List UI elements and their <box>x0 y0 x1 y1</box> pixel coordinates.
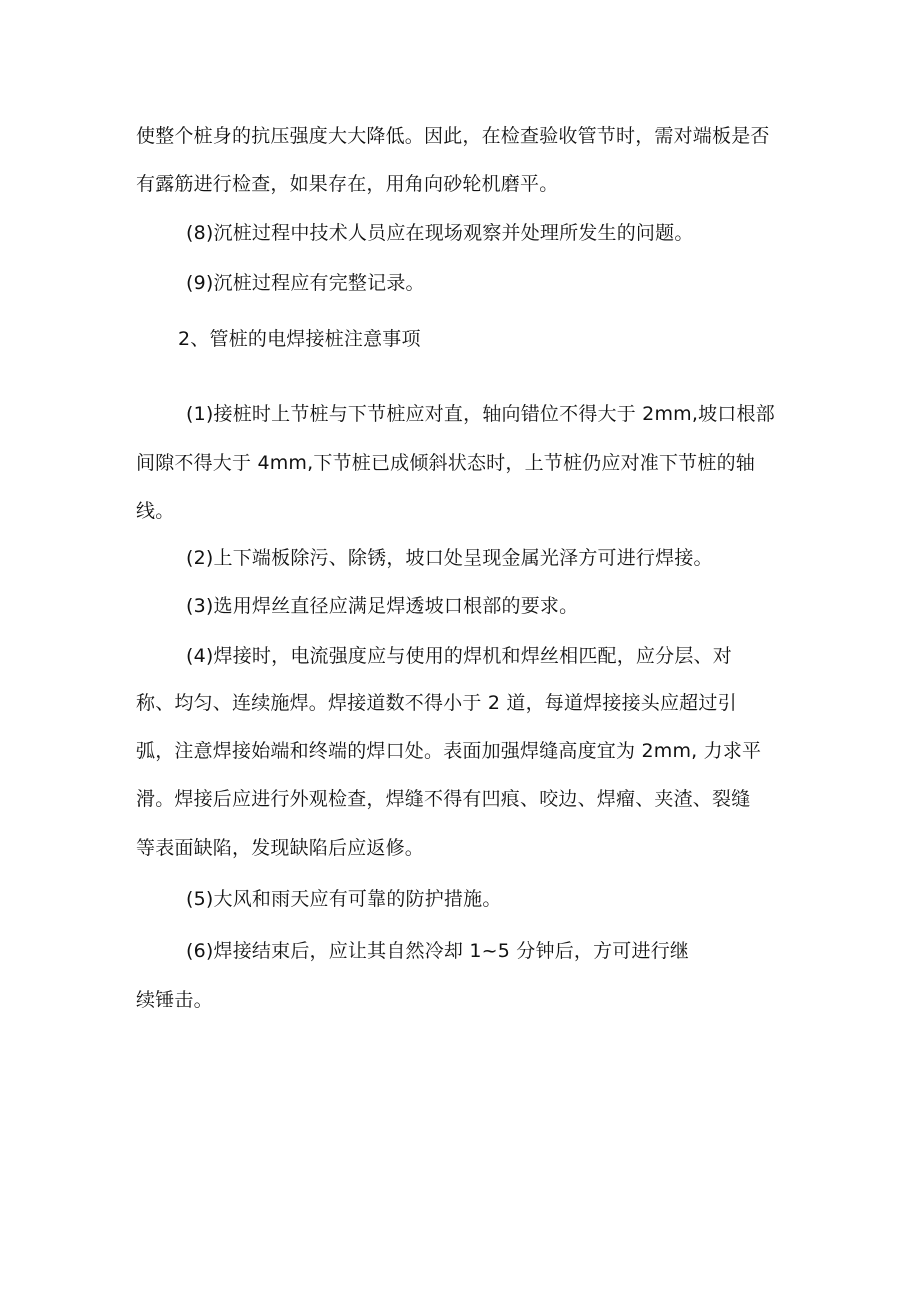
section-heading: 2、管桩的电焊接桩注意事项 <box>178 328 421 350</box>
text-line: 称、均匀、连续施焊。焊接道数不得小于 2 道，每道焊接接头应超过引 <box>136 692 737 714</box>
text-line: (6)焊接结束后，应让其自然冷却 1~5 分钟后，方可进行继 <box>186 940 690 962</box>
text-line: 等表面缺陷，发现缺陷后应返修。 <box>136 837 425 859</box>
text-line: (3)选用焊丝直径应满足焊透坡口根部的要求。 <box>186 595 579 617</box>
text-line: (2)上下端板除污、除锈，坡口处呈现金属光泽方可进行焊接。 <box>186 547 713 569</box>
text-line: (5)大风和雨天应有可靠的防护措施。 <box>186 888 502 910</box>
text-line: 线。 <box>136 500 175 522</box>
text-line: (8)沉桩过程中技术人员应在现场观察并处理所发生的问题。 <box>186 222 694 244</box>
text-line: (9)沉桩过程应有完整记录。 <box>186 272 425 294</box>
text-line: 使整个桩身的抗压强度大大降低。因此，在检查验收管节时，需对端板是否 <box>136 125 770 147</box>
text-line: 间隙不得大于 4mm,下节桩已成倾斜状态时，上节桩仍应对准下节桩的轴 <box>136 452 755 474</box>
text-line: (4)焊接时，电流强度应与使用的焊机和焊丝相匹配，应分层、对 <box>186 645 732 667</box>
text-line: 弧，注意焊接始端和终端的焊口处。表面加强焊缝高度宜为 2mm, 力求平 <box>136 740 762 762</box>
text-line: 滑。焊接后应进行外观检查，焊缝不得有凹痕、咬边、焊瘤、夹渣、裂缝 <box>136 788 751 810</box>
text-line: 续锤击。 <box>136 989 213 1011</box>
text-line: 有露筋进行检查，如果存在，用角向砂轮机磨平。 <box>136 173 559 195</box>
text-line: (1)接桩时上节桩与下节桩应对直，轴向错位不得大于 2mm,坡口根部 <box>186 403 775 425</box>
